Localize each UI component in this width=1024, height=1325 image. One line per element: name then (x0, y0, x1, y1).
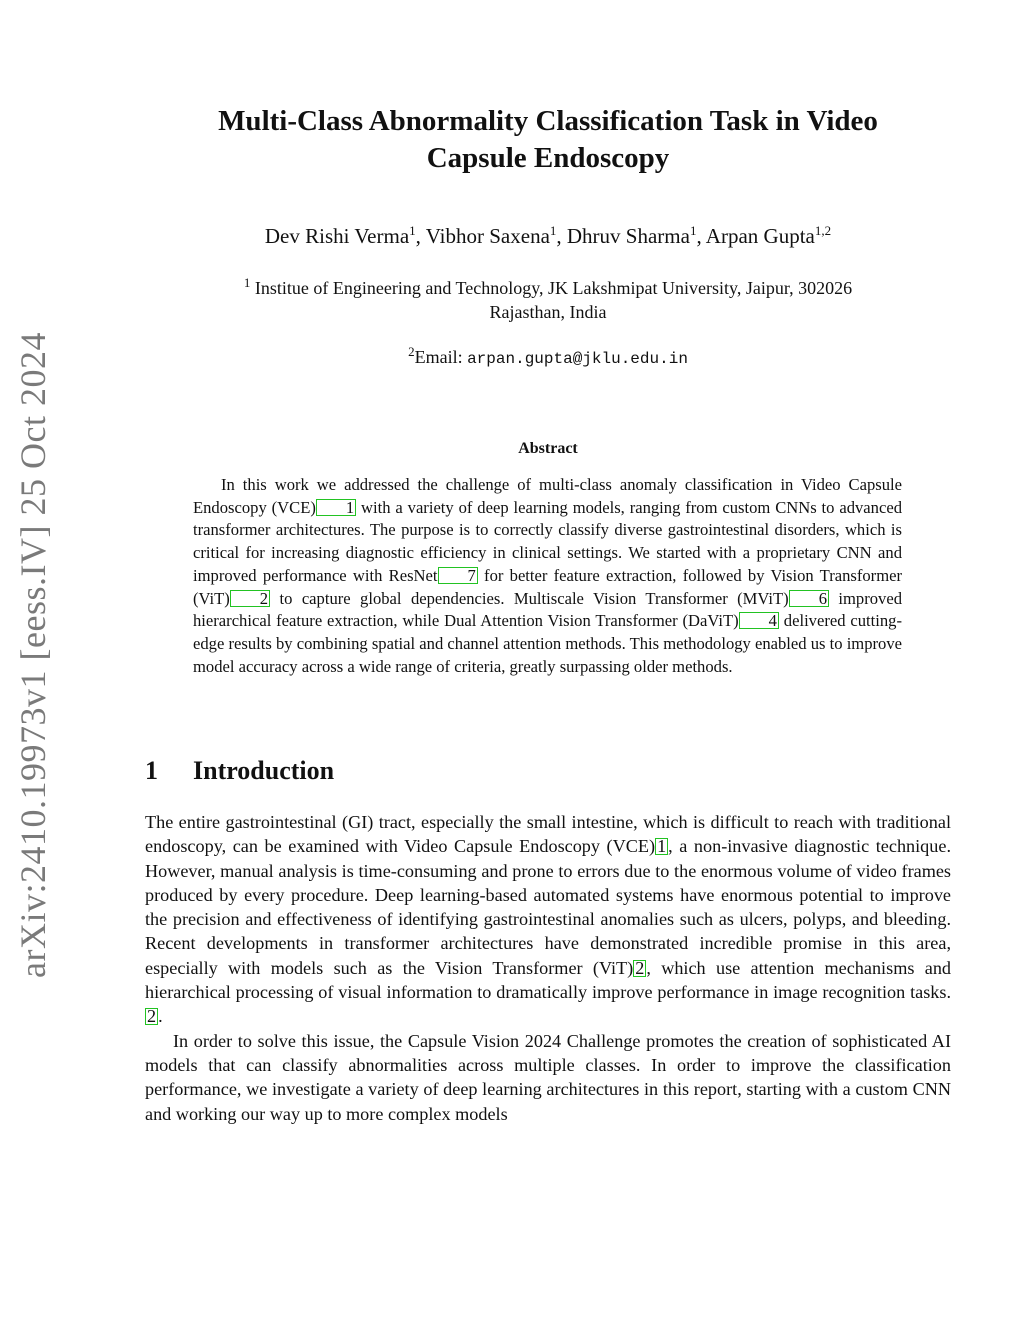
abstract-body (193, 474, 902, 678)
section-number: 1 (145, 756, 158, 785)
section-title: Introduction (193, 756, 335, 785)
author (426, 224, 557, 248)
introduction-body (145, 810, 951, 1126)
affiliation (145, 276, 951, 324)
abstract-text: for better feature extraction, followed by Vision Transformer (ViT) (193, 565, 902, 608)
affiliation-line-2: Rajasthan, India (489, 302, 607, 322)
paper-title (145, 103, 951, 177)
citation-link[interactable]: 2 (635, 957, 645, 978)
abstract-text: improved hierarchical feature extraction, while Dual Attention Vision Transformer (DaViT) (193, 588, 902, 631)
email-mark: 2 (408, 344, 415, 359)
author (567, 224, 697, 248)
citation-link[interactable]: 1 (657, 836, 667, 857)
affiliation-mark: 1 (243, 275, 251, 290)
arxiv-identifier-stamp (0, 332, 66, 978)
title-line-1: Multi-Class Abnormality Classification Task in Video (218, 105, 878, 137)
section-heading-introduction (145, 756, 334, 786)
intro-text: , which use attention mechanisms and hierarchical processing of visual information to dramatically improve performance in image recognition tasks. (145, 957, 952, 1003)
citation-link[interactable]: 4 (739, 612, 779, 629)
citation-link[interactable]: 1 (316, 499, 356, 516)
author-affil-mark: 1 (549, 223, 557, 238)
author-list (145, 224, 951, 249)
citation-link[interactable]: 2 (147, 1006, 157, 1027)
author-separator: , (556, 224, 567, 248)
abstract-text: to capture global dependencies. Multiscale Vision Transformer (MViT) (270, 588, 789, 608)
intro-text: , a non-invasive diagnostic technique. However, manual analysis is time-consuming and prone to errors due to the enormous volume of video frames produced by every procedure. Deep learning-based automated systems have enormous potential to improve the precision and effectiveness of identifying gastrointestinal anomalies such as ulcers, polyps, and bleeding. Recent developments in transformer architectures have demonstrated incredible promise in this area, especially with models such as the Vision Transformer (ViT) (145, 836, 951, 978)
author-affil-mark: 1 (689, 223, 697, 238)
email-address[interactable]: arpan.gupta@jklu.edu.in (467, 350, 688, 368)
intro-paragraph-2: In order to solve this issue, the Capsule Vision 2024 Challenge promotes the creation of sophisticated AI models that can classify abnormalities across multiple classes. In order to improve the classification performance, we investigate a variety of deep learning architectures in this report, starting with a custom CNN and working our way up to more complex models (145, 1030, 951, 1124)
citation-link[interactable]: 6 (789, 590, 829, 607)
abstract-text: In this work we addressed the challenge of multi-class anomaly classification in Video Capsule Endoscopy (VCE) (193, 475, 902, 517)
abstract-heading: Abstract (518, 440, 578, 457)
arxiv-id-text: arXiv:2410.19973v1 [eess.IV] 25 Oct 2024 (13, 332, 54, 978)
author (706, 224, 831, 248)
citation-link[interactable]: 7 (438, 567, 478, 584)
author-separator: , (696, 224, 706, 248)
intro-paragraph-1 (145, 810, 951, 1029)
abstract-text: delivered cutting-edge results by combining spatial and channel attention methods. This methodology enabled us to improve model accuracy across a wide range of criteria, greatly surpassing older methods. (193, 611, 902, 676)
author-name: Dev Rishi Verma (264, 224, 410, 248)
affiliation-line-1: Institue of Engineering and Technology, JK Lakshmipat University, Jaipur, 302026 (254, 278, 853, 298)
title-line-2: Capsule Endoscopy (426, 142, 670, 174)
author-affil-mark: 1,2 (814, 223, 832, 238)
author-separator: , (415, 224, 426, 248)
author-affil-mark: 1 (409, 223, 416, 238)
author (265, 224, 416, 248)
abstract-text: with a variety of deep learning models, ranging from custom CNNs to advanced transformer architectures. The purpose is to correctly classify diverse gastrointestinal disorders, which is critical for increasing diagnostic efficiency in clinical settings. We started with a proprietary CNN and improved performance with ResNet (193, 497, 902, 585)
intro-text: The entire gastrointestinal (GI) tract, especially the small intestine, which is difficult to reach with traditional endoscopy, can be examined with Video Capsule Endoscopy (VCE) (145, 812, 951, 857)
author-name: Vibhor Saxena (425, 224, 550, 248)
author-name: Arpan Gupta (705, 224, 815, 248)
citation-link[interactable]: 2 (230, 590, 270, 607)
author-name: Dhruv Sharma (566, 224, 690, 248)
email-label: Email: (414, 347, 468, 367)
contact-email (145, 344, 951, 368)
intro-text: . (158, 1006, 163, 1027)
